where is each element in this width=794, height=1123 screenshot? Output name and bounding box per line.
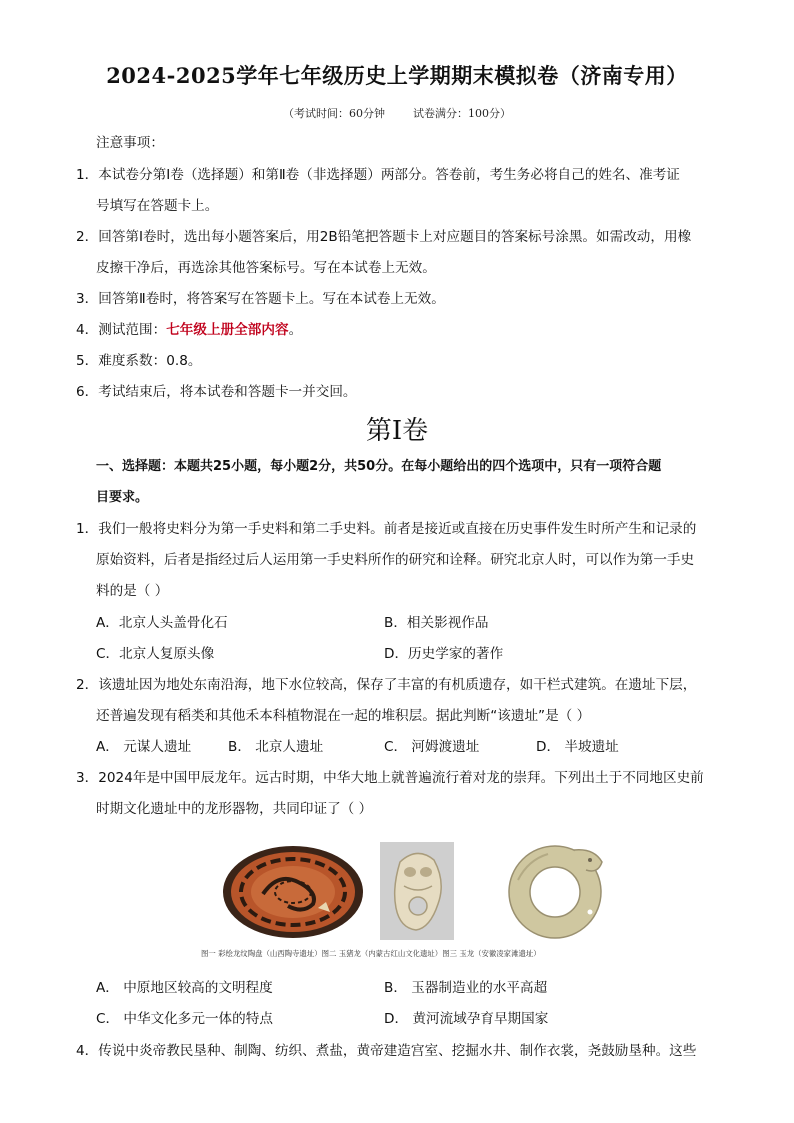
q3-option-b: B． 玉器制造业的水平高超 [384,980,548,996]
exam-time: （考试时间：60分钟 [283,107,385,120]
notice-num: 4． [76,322,99,338]
test-scope-highlight: 七年级上册全部内容 [166,322,289,338]
instructions-line-2: 目要求。 [96,490,149,505]
notice-num: 2． [76,229,99,245]
notice-num: 1． [76,167,99,183]
exam-score: 试卷满分：100分） [413,107,511,120]
notice-item-3 [76,284,445,315]
question-num: 3． [76,770,99,786]
question-2 [76,670,696,701]
q1-option-d: D．历史学家的著作 [384,646,504,662]
question-num: 1． [76,521,99,537]
q3-option-c: C． 中华文化多元一体的特点 [96,1011,273,1027]
q3-option-a: A． 中原地区较高的文明程度 [96,980,273,996]
question-3 [76,763,704,794]
question-text: 传说中炎帝教民垦种、制陶、纺织、煮盐，黄帝建造宫室、挖掘水井、制作衣裳，尧鼓励垦种。这些 [98,1043,697,1059]
notice-num: 5． [76,353,99,369]
section-title: 第Ⅰ卷 [365,416,429,446]
question-text: 该遗址因为地处东南沿海，地下水位较高，保存了丰富的有机质遗存，如干栏式建筑。在遗址下层， [98,677,697,693]
figure-jade-pig-dragon [380,842,454,940]
q2-option-d: D． 半坡遗址 [536,739,619,755]
notice-item-5 [76,346,201,377]
notice-text: 测试范围： [98,322,167,338]
notice-heading: 注意事项： [96,135,164,151]
notice-item-1-cont: 号填写在答题卡上。 [96,198,219,214]
question-2-line-2: 还普遍发现有稻类和其他禾本科植物混在一起的堆积层。据此判断“该遗址”是（ ） [96,708,591,724]
notice-text: 难度系数：0.8。 [98,353,202,369]
notice-text: 本试卷分第Ⅰ卷（选择题）和第Ⅱ卷（非选择题）两部分。答卷前，考生务必将自己的姓名、准考证 [98,167,680,183]
notice-num: 6． [76,384,99,400]
q2-option-b: B． 北京人遗址 [228,739,324,755]
exam-subtitle [0,105,794,121]
q1-option-a: A．北京人头盖骨化石 [96,615,228,631]
notice-item-1 [76,160,680,191]
instructions-line-1: 一、选择题：本题共25小题，每小题2分，共50分。在每小题给出的四个选项中，只有一项符合题 [96,459,662,474]
question-1 [76,514,696,545]
figure-jade-dragon-ring [498,840,612,942]
notice-item-6 [76,377,357,408]
q1-option-b: B．相关影视作品 [384,615,489,631]
notice-num: 3． [76,291,99,307]
question-1-line-3: 料的是（ ） [96,583,169,599]
question-3-line-2: 时期文化遗址中的龙形器物，共同印证了（ ） [96,801,373,817]
question-text: 2024年是中国甲辰龙年。远古时期，中华大地上就普遍流行着对龙的崇拜。下列出土于不同地区史前 [98,770,704,786]
notice-text: 回答第Ⅱ卷时，将答案写在答题卡上。写在本试卷上无效。 [98,291,445,307]
exam-title: 2024-2025学年七年级历史上学期期末模拟卷（济南专用） [106,63,688,88]
notice-item-4 [76,315,302,346]
question-num: 2． [76,677,99,693]
q3-option-d: D． 黄河流域孕育早期国家 [384,1011,549,1027]
figure-caption: 图一 彩绘龙纹陶盘（山西陶寺遗址）图二 玉猪龙（内蒙古红山文化遗址）图三 玉龙（安徽凌家滩遗址） [201,949,541,958]
question-text: 我们一般将史料分为第一手史料和第二手史料。前者是接近或直接在历史事件发生时所产生和记录的 [98,521,697,537]
q2-option-c: C． 河姆渡遗址 [384,739,480,755]
notice-text-suffix: 。 [288,322,303,338]
notice-item-2-cont: 皮擦干净后，再选涂其他答案标号。写在本试卷上无效。 [96,260,436,276]
q1-option-c: C．北京人复原头像 [96,646,215,662]
question-num: 4． [76,1043,99,1059]
notice-item-2 [76,222,691,253]
notice-text: 回答第Ⅰ卷时，选出每小题答案后，用2B铅笔把答题卡上对应题目的答案标号涂黑。如需改动，用橡 [98,229,692,245]
question-4 [76,1036,696,1067]
figure-dragon-plate [218,842,368,940]
notice-text: 考试结束后，将本试卷和答题卡一并交回。 [98,384,357,400]
question-1-line-2: 原始资料，后者是指经过后人运用第一手史料所作的研究和诠释。研究北京人时，可以作为第一手史 [96,552,695,568]
q2-option-a: A． 元谋人遗址 [96,739,192,755]
